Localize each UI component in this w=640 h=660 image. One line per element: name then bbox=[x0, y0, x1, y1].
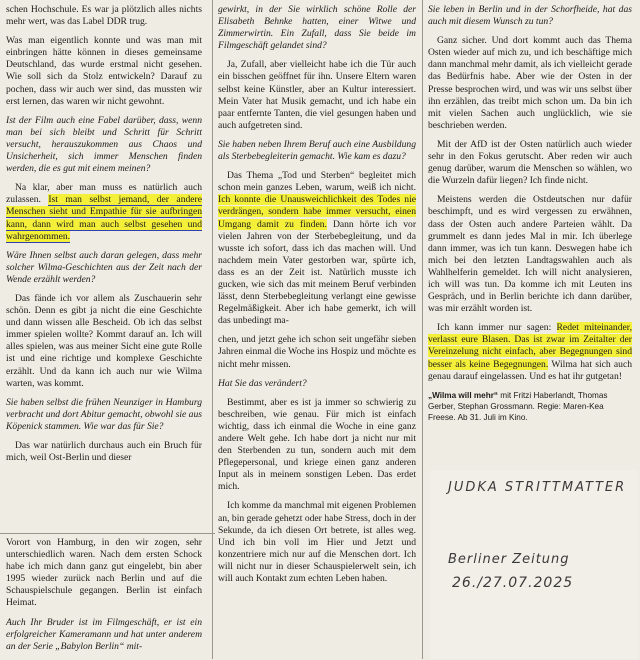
paragraph: Mit der AfD ist der Osten natürlich auch wieder sehr in den Fokus gerutscht. Aber reden wir auch genug darüber, warum die Menschen so wählen, wo die Wurzeln dafür liegen? Ich finde nicht. bbox=[428, 138, 632, 187]
paragraph: schen Hochschule. Es war ja plötzlich alles nichts mehr wert, was das Label DDR trug. bbox=[6, 4, 202, 28]
column-divider bbox=[212, 0, 213, 659]
paragraph: Was man eigentlich konnte und was man mit einbringen hätte können in dieses gemeinsame Deutschland, das wurde erstmal nicht gesehen. Wie soll sich da Stolz entwickeln? Darauf zu pochen, dass wir auch wer sind, das mussten wir erst lernen, das waren wir nicht gewohnt. bbox=[6, 35, 202, 107]
paragraph bbox=[6, 182, 202, 242]
text: Na klar, aber man muss es natürlich auch zulassen. bbox=[6, 182, 202, 206]
text: Dann hörte ich vor vielen Jahren von der Sterbebegleitung, und da wusste ich sofort, dass ich das machen will. Und nachdem mein Vater gestorben war, spürte ich, dass es an der Zeit ist. Natürlich musste ich gucken, wie sich das mit meinem Beruf verbinden lässt, denn Sterbebegleitung verlangt eine gewisse Regelmäßigkeit. Aber ich habe gemerkt, ich will das unbedingt ma- bbox=[218, 218, 417, 327]
clipping-divider bbox=[0, 533, 215, 534]
interview-question: Auch Ihr Bruder ist im Filmgeschäft, er ist ein erfolgreicher Kameramann und hat unter anderem an der Serie „Babylon Berlin“ mit- bbox=[6, 616, 202, 652]
paragraph: Vorort von Hamburg, in den wir zogen, sehr unterschiedlich waren. Nach dem ersten Schock habe ich mich dann ganz gut eingelebt, bin aber 1995 wieder zurück nach Berlin und auf die Schauspielschule gegangen. Berlin ist einfach Heimat. bbox=[6, 537, 202, 609]
credit-text: mit Fritzi Haberlandt, Thomas Gerber, Stephan Grossmann. Regie: Maren-Kea Freese. Ab 31. Juli im Kino. bbox=[428, 390, 608, 422]
text: Das Thema „Tod und Sterben“ begleitet mich schon mein ganzes Leben, warum, weiß ich nicht. bbox=[218, 170, 416, 194]
column-3 bbox=[428, 4, 632, 430]
handwritten-newspaper: Berliner Zeitung bbox=[448, 552, 570, 567]
paragraph bbox=[428, 322, 632, 382]
column-2 bbox=[218, 4, 416, 592]
paragraph: Bestimmt, aber es ist ja immer so schwierig zu beschreiben, wie genau. Für mich ist einfach wichtig, dass ich einmal die Woche in eine ganz andere Welt gehe. Ich habe dort ja nicht nur mit den Sterbenden zu tun, sondern auch mit dem Pflegepersonal, und kriege einen ganz anderen Input als in meinem sonstigen Leben. Das erdet mich. bbox=[218, 396, 416, 493]
handwritten-author: JUDKA STRITTMATTER bbox=[448, 480, 627, 495]
paragraph: Ganz sicher. Und dort kommt auch das Thema Osten wieder auf mich zu, und ich beschäftige mich dann manchmal mehr damit, als ich vielleicht gerade das Bedürfnis habe. Aber wie der Osten in der Presse besprochen wird, und was wir uns selbst über ihn erzählen, das treibt mich schon um. Da bin ich mit vielen Sachen auch unglücklich, wie sie beschrieben werden. bbox=[428, 35, 632, 131]
film-title: „Wilma will mehr“ bbox=[428, 390, 498, 400]
interview-question: Sie haben neben Ihrem Beruf auch eine Ausbildung als Sterbebegleiterin gemacht. Wie kam es dazu? bbox=[218, 138, 416, 163]
paragraph: Das war natürlich durchaus auch ein Bruch für mich, weil Ost-Berlin und dieser bbox=[6, 440, 202, 464]
highlighted-text: Redet miteinander, verlasst eure Blasen. Das ist zwar im Zeitalter der Vereinzelung nicht einfach, aber Begegnungen sind besser als keine Begegnungen. bbox=[428, 322, 632, 370]
paragraph: Das fände ich vor allem als Zuschauerin sehr schön. Denn es gibt ja nicht die eine Geschichte und dann wissen alle Bescheid. Ob ich das selbst immer spielen wollte? Kommt darauf an. Ich will alles spielen, was aus meiner Sicht eine gute Rolle ist und eine richtige und komplexe Geschichte erzählt. Und da kann ich auch nur wie Wilma warten, was kommt. bbox=[6, 292, 202, 389]
text: Wilma hat sich auch genau darauf eingelassen. Und es hat ihr gutgetan! bbox=[428, 358, 632, 382]
highlighted-text: Ist man selbst jemand, der andere Menschen sieht und Empathie für sie aufbringen kann, dann wird man auch selbst gesehen und wahrgenommen. bbox=[6, 194, 202, 242]
paragraph: Meistens werden die Ostdeutschen nur dafür beschimpft, und es wird vergessen zu erwähnen, dass der Osten auch andere Parteien wählt. Da grummelt es dann jedes Mal in mir. Ich überlege dann immer, was ich tun kann. Deswegen habe ich mich bei den letzten Landtagswahlen auch als Wahlhelferin gemeldet. Ich will nicht analysieren, ich will was tun. Da komme ich mit Leuten ins Gespräch, und in Berlin berichte ich dann darüber, was mir erzählt worden ist. bbox=[428, 194, 632, 315]
interview-question: gewirkt, in der Sie wirklich schöne Rolle der Elisabeth Behnke hatten, einer Witwe und Zimmerwirtin. Ein Zufall, dass Sie beide im Filmgeschäft gelandet sind? bbox=[218, 4, 416, 52]
interview-question: Sie leben in Berlin und in der Schorfheide, hat das auch mit diesem Wunsch zu tun? bbox=[428, 4, 632, 28]
paragraph: Ja, Zufall, aber vielleicht habe ich die Tür auch ein bisschen geöffnet für ihn. Unsere Eltern waren selbst keine Künstler, aber an Kultur interessiert. Mein Vater hat Musik gemacht, und ich habe ein paar entfernte Tanten, die viel gesungen haben und auch aufgetreten sind. bbox=[218, 59, 416, 131]
interview-question: Wäre Ihnen selbst auch daran gelegen, dass mehr solcher Wilma-Geschichten aus der Zeit nach der Wende erzählt werden? bbox=[6, 249, 202, 285]
paragraph: chen, und jetzt gehe ich schon seit ungefähr sieben Jahren einmal die Woche ins Hospiz und möchte es nicht mehr missen. bbox=[218, 334, 416, 370]
column-divider bbox=[422, 0, 423, 659]
film-credit bbox=[428, 390, 632, 423]
interview-question: Ist der Film auch eine Fabel darüber, dass, wenn man bei sich bleibt und Schritt für Schritt versucht, herauszukommen aus Chaos und Unsicherheit, sich immer Menschen finden werden, die es gut mit einem meinen? bbox=[6, 114, 202, 175]
paragraph: Ich komme da manchmal mit eigenen Problemen an, bin gerade gehetzt oder habe Stress, doch in der Sekunde, da ich diesen Ort betrete, ist alles weg. Und ich bin voll im Hier und Jetzt und konzentriere mich nur auf die Menschen dort. Ich will nicht nur in dieser Schauspielerwelt sein, ich will auch Kontakt zum echten Leben haben. bbox=[218, 500, 416, 585]
text: Ich kann immer nur sagen: bbox=[437, 322, 552, 334]
highlighted-text: Ich konnte die Unausweichlichkeit des Todes nie verdrängen, sondern habe immer versucht, einen Umgang damit zu finden. bbox=[218, 194, 416, 230]
interview-question: Hat Sie das verändert? bbox=[218, 377, 307, 389]
column-1-continued bbox=[6, 537, 202, 660]
paragraph bbox=[218, 170, 416, 327]
column-1 bbox=[6, 4, 202, 471]
handwritten-date: 26./27.07.2025 bbox=[452, 575, 574, 591]
interview-question: Sie haben selbst die frühen Neunziger in Hamburg verbracht und dort Abitur gemacht, obwohl sie aus Köpenick stammen. Wie war das für Sie? bbox=[6, 396, 202, 432]
